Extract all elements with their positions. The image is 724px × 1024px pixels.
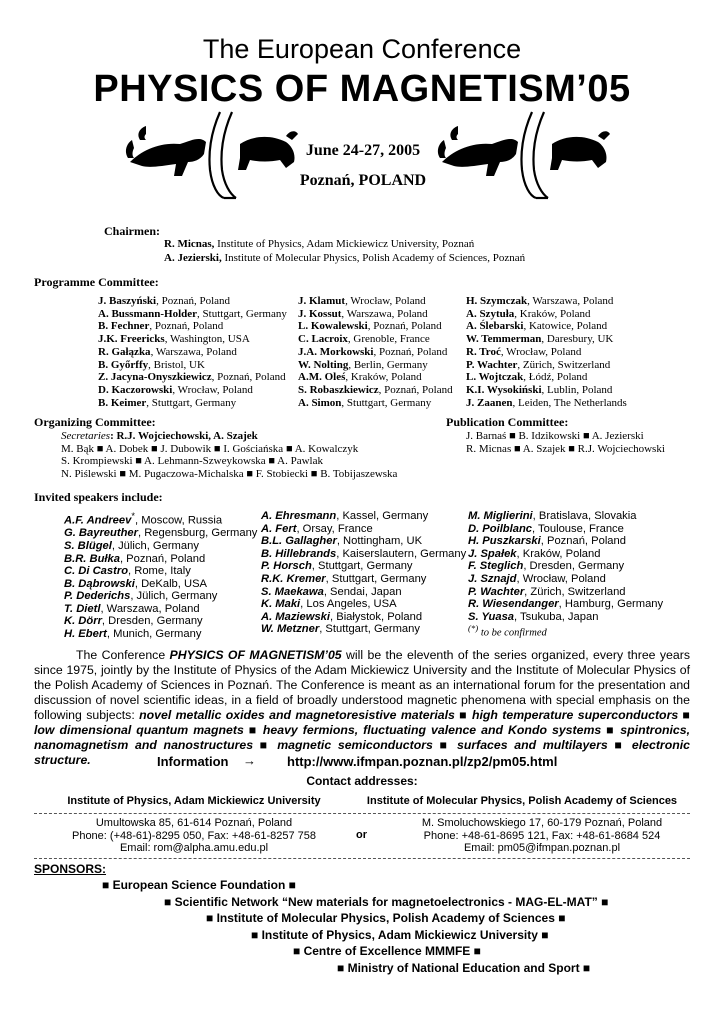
person-affiliation: , Bristol, UK <box>148 358 205 371</box>
person-name: A. Ślebarski <box>466 320 524 333</box>
person-name: W. Metzner <box>261 623 320 636</box>
person-entry <box>466 397 627 410</box>
person-entry <box>98 384 287 397</box>
organizing-committee-members <box>61 430 397 481</box>
bull-bear-logo-right <box>432 110 612 200</box>
person-name: J. Spałek <box>468 547 517 560</box>
publication-committee-label: Publication Committee: <box>446 415 569 429</box>
programme-column-2 <box>298 295 453 409</box>
person-entry <box>466 308 627 321</box>
person-name: D. Kaczorowski <box>98 383 173 396</box>
conference-line: The European Conference <box>202 34 522 64</box>
person-name: K. Dörr <box>64 615 102 628</box>
person-name: G. Bayreuther <box>64 527 138 540</box>
person-entry <box>64 553 257 566</box>
person-affiliation: , Kraków, Poland <box>345 371 422 384</box>
person-entry <box>298 320 453 333</box>
person-name: B. Fechner <box>98 320 150 333</box>
person-name: P. Dederichs <box>64 590 131 603</box>
invited-column-2 <box>261 510 466 636</box>
person-entry <box>468 598 663 611</box>
person-entry <box>466 384 627 397</box>
person-entry <box>468 548 663 561</box>
left-institute-contact <box>34 817 354 855</box>
person-name: A.M. Oleś <box>298 371 346 384</box>
person-name: Z. Jacyna-Onyszkiewicz <box>98 371 212 384</box>
person-affiliation: , Wrocław, Poland <box>172 383 253 396</box>
phone: Phone: (+48-61)-8295 050, Fax: +48-61-8257 758 <box>71 829 316 842</box>
person-name: R. Wiesendanger <box>468 598 559 611</box>
person-name: P. Horsch <box>261 560 312 573</box>
person-affiliation: , Kaiserslautern, Germany <box>336 547 467 560</box>
person-name: J. Baszyński <box>98 295 157 307</box>
person-affiliation: , Poznań, Poland <box>373 345 448 358</box>
sponsor-item: ■ Ministry of National Education and Sport ■ <box>337 961 591 975</box>
person-entry <box>98 359 287 372</box>
sponsor-item: ■ Institute of Molecular Physics, Polish Academy of Sciences ■ <box>206 911 566 926</box>
person-name: J. Zaanen <box>466 396 513 409</box>
person-entry <box>261 573 466 586</box>
organizing-line: M. Bąk ■ A. Dobek ■ J. Dubowik ■ I. Gościańska ■ A. Kowalczyk <box>61 442 359 455</box>
person-entry <box>466 346 627 359</box>
contact-addresses-label: Contact addresses: <box>306 774 418 788</box>
person-entry <box>468 523 663 536</box>
person-entry <box>64 565 257 578</box>
person-affiliation: , Poznań, Poland <box>540 535 626 548</box>
person-entry <box>466 320 627 333</box>
person-affiliation: , Munich, Germany <box>106 628 202 641</box>
left-institute-name: Institute of Physics, Adam Mickiewicz University <box>67 795 321 807</box>
person-affiliation: , Wrocław, Poland <box>500 345 582 358</box>
person-affiliation: , Stuttgart, Germany <box>311 560 413 573</box>
organizing-committee-label: Organizing Committee: <box>34 415 156 429</box>
person-affiliation: , Zürich, Switzerland <box>524 585 626 598</box>
person-affiliation: , Dresden, Germany <box>523 560 625 573</box>
person-name: R. Troć <box>466 345 501 358</box>
secretaries-line: Secretaries: R.J. Wojciechowski, A. Szajek <box>61 430 258 442</box>
email[interactable]: Email: rom@alpha.amu.edu.pl <box>119 842 269 854</box>
person-name: S. Robaszkiewicz <box>298 383 379 396</box>
person-name: A. Bussmann-Holder <box>98 307 198 320</box>
person-affiliation: , Jülich, Germany <box>130 590 218 603</box>
person-name: L. Wojtczak <box>466 371 524 384</box>
person-entry <box>98 397 287 410</box>
address: Umultowska 85, 61-614 Poznań, Poland <box>95 817 293 829</box>
person-entry <box>261 523 466 536</box>
organizing-line: N. Piślewski ■ M. Pugaczowa-Michalska ■ F. Stobiecki ■ B. Tobijaszewska <box>61 468 398 481</box>
or-label: or <box>356 829 367 841</box>
person-name: T. Dietl <box>64 602 101 615</box>
person-entry <box>98 295 287 308</box>
person-entry <box>64 603 257 616</box>
person-name: J.A. Morkowski <box>298 345 374 358</box>
person-affiliation: , Los Angeles, USA <box>300 598 397 611</box>
bull-bear-logo-left <box>120 110 300 200</box>
person-name: H. Ebert <box>64 628 107 641</box>
programme-committee-label: Programme Committee: <box>34 275 159 289</box>
person-affiliation: , Warszawa, Poland <box>527 295 614 307</box>
phone: Phone: +48-61-8695 121, Fax: +48-61-8684 524 <box>423 829 661 842</box>
person-entry <box>261 560 466 573</box>
person-name: A. Szytuła <box>466 307 515 320</box>
person-entry <box>466 371 627 384</box>
sponsors-label: SPONSORS: <box>34 862 107 876</box>
person-name: J. Sznajd <box>468 572 517 585</box>
person-affiliation: , Washington, USA <box>164 333 250 346</box>
person-affiliation: , Tsukuba, Japan <box>514 610 599 623</box>
person-affiliation: , Stuttgart, Germany <box>341 396 432 409</box>
publication-line: J. Barnaś ■ B. Idzikowski ■ A. Jezierski <box>466 430 644 442</box>
person-name: R. Gałązka <box>98 345 151 358</box>
information-label: Information <box>157 754 229 769</box>
person-entry <box>466 359 627 372</box>
divider <box>34 858 690 859</box>
person-name: J. Klamut <box>298 295 346 307</box>
person-affiliation: , Łódź, Poland <box>523 371 588 384</box>
person-entry <box>64 527 257 540</box>
person-entry <box>466 333 627 346</box>
person-affiliation: , Stuttgart, Germany <box>197 307 287 320</box>
person-affiliation: , Leiden, The Netherlands <box>512 396 627 409</box>
person-name: A. Simon <box>298 396 342 409</box>
person-name: M. Miglierini <box>468 510 533 522</box>
person-affiliation: , Warszawa, Poland <box>100 602 200 615</box>
programme-column-1 <box>98 295 287 409</box>
person-affiliation: , Lublin, Poland <box>541 383 613 396</box>
conference-title: PHYSICS OF MAGNETISM’05 <box>93 68 631 110</box>
person-entry <box>298 397 453 410</box>
person-affiliation: , Katowice, Poland <box>523 320 608 333</box>
conference-description: The Conference PHYSICS OF MAGNETISM’05 will be the eleventh of the series organized, every three years since 1975, jointly by the Institute of Physics of the Adam Mickiewicz University and the Institute of Molecular Physics of the Polish Academy of Sciences in Poznań. The Conference is meant as an international forum for the presentation and discussion of novel scientific ideas, in a field of broadly understood magnetic phenomena with special emphasis on the following subjects: novel metallic oxides and magnetoresistive materials ■ high temperature superconductors ■ low dimensional quantum magnets ■ heavy fermions, fluctuating valence and Kondo systems ■ spintronics, nanomagnetism and nanostructures ■ magnetic semiconductors ■ surfaces and multilayers ■ electronic structure. <box>34 648 690 767</box>
person-entry <box>261 598 466 611</box>
invited-speakers-label: Invited speakers include: <box>34 490 163 504</box>
person-affiliation: , Białystok, Poland <box>330 610 423 623</box>
person-affiliation: , Wrocław, Poland <box>345 295 426 307</box>
person-affiliation: , Warszawa, Poland <box>341 307 428 320</box>
right-institute-name: Institute of Molecular Physics, Polish Academy of Sciences <box>366 795 678 807</box>
person-name: B. Hillebrands <box>261 547 337 560</box>
footnote: (*) to be confirmed <box>468 623 547 639</box>
person-name: B. Dąbrowski <box>64 577 135 590</box>
person-name: S. Blügel <box>64 539 112 552</box>
person-entry <box>298 371 453 384</box>
person-name: A. Fert <box>261 522 297 535</box>
sponsor-item: ■ Scientific Network “New materials for magnetoelectronics - MAG-EL-MAT” ■ <box>164 894 609 909</box>
person-entry <box>466 295 627 308</box>
person-entry <box>468 560 663 573</box>
person-name: B. Győrffy <box>98 358 149 371</box>
person-entry <box>98 333 287 346</box>
person-affiliation: , Poznań, Poland <box>211 371 286 384</box>
person-affiliation: , Kraków, Poland <box>514 307 591 320</box>
person-entry <box>298 295 453 308</box>
person-affiliation: , Dresden, Germany <box>101 615 203 628</box>
person-entry <box>261 548 466 561</box>
person-entry <box>261 623 466 636</box>
person-entry <box>261 510 466 523</box>
person-affiliation: , Poznań, Poland <box>149 320 224 333</box>
person-name: H. Szymczak <box>466 295 528 307</box>
chairman-entry: A. Jezierski, Institute of Molecular Physics, Polish Academy of Sciences, Poznań <box>164 252 526 264</box>
person-affiliation: , Moscow, Russia <box>135 514 223 527</box>
person-entry <box>468 611 663 624</box>
person-entry <box>64 628 257 641</box>
person-name: S. Yuasa <box>468 610 515 623</box>
person-name: A. Ehresmann <box>261 510 337 522</box>
person-affiliation: , Stuttgart, Germany <box>319 623 420 636</box>
publication-line: R. Micnas ■ A. Szajek ■ R.J. Wojciechowski <box>466 442 665 455</box>
person-name: W. Temmerman <box>466 333 542 346</box>
person-affiliation: , Regensburg, Germany <box>138 527 258 540</box>
person-entry <box>261 535 466 548</box>
person-entry <box>98 346 287 359</box>
programme-column-3 <box>466 295 627 409</box>
person-affiliation: , Orsay, France <box>296 522 373 535</box>
person-name: B. Keimer <box>98 396 147 409</box>
right-institute-contact <box>384 817 700 855</box>
organizing-line: S. Krompiewski ■ A. Lehmann-Szweykowska ■ A. Pawlak <box>61 455 323 468</box>
address: M. Smoluchowskiego 17, 60-179 Poznań, Poland <box>421 817 663 829</box>
person-affiliation: , Poznań, Poland <box>367 320 442 333</box>
sponsor-item: ■ European Science Foundation ■ <box>102 878 296 892</box>
person-entry <box>64 578 257 591</box>
person-name: F. Steglich <box>468 560 524 573</box>
arrow-right-icon: → <box>243 753 256 768</box>
person-affiliation: , Nottingham, UK <box>336 535 423 548</box>
person-entry <box>98 308 287 321</box>
person-affiliation: , Stuttgart, Germany <box>325 572 427 585</box>
person-affiliation: , Poznań, Poland <box>378 383 453 396</box>
chairman-entry: R. Micnas, Institute of Physics, Adam Mickiewicz University, Poznań <box>164 238 475 250</box>
person-entry <box>64 510 257 527</box>
person-affiliation: , Sendai, Japan <box>323 585 402 598</box>
person-entry <box>468 535 663 548</box>
person-name: H. Puszkarski <box>468 535 541 548</box>
person-entry <box>298 346 453 359</box>
person-name: P. Wachter <box>468 585 525 598</box>
person-name: B.L. Gallagher <box>261 535 337 548</box>
website-link[interactable]: http://www.ifmpan.poznan.pl/zp2/pm05.html <box>287 754 558 769</box>
email[interactable]: Email: pm05@ifmpan.poznan.pl <box>463 842 621 854</box>
person-affiliation: , Wrocław, Poland <box>516 572 606 585</box>
person-affiliation: , Zürich, Switzerland <box>517 358 611 371</box>
person-affiliation: , Stuttgart, Germany <box>146 396 237 409</box>
person-entry <box>468 573 663 586</box>
person-affiliation: , Grenoble, France <box>347 333 430 346</box>
divider <box>34 813 690 814</box>
chairmen-label: Chairmen: <box>104 224 160 238</box>
chairmen-list <box>164 237 525 265</box>
person-entry <box>298 333 453 346</box>
person-name: A. Maziewski <box>261 610 331 623</box>
person-affiliation: , Berlin, Germany <box>348 358 428 371</box>
person-entry <box>64 590 257 603</box>
person-affiliation: , Jülich, Germany <box>111 539 199 552</box>
person-name: P. Wachter <box>466 358 518 371</box>
conference-dates: June 24-27, 2005 <box>305 142 421 159</box>
person-name: W. Nolting <box>298 358 349 371</box>
person-name: C. Di Castro <box>64 565 129 578</box>
person-entry <box>98 371 287 384</box>
publication-committee-members <box>466 430 665 455</box>
person-affiliation: , Toulouse, France <box>532 522 624 535</box>
person-entry <box>298 384 453 397</box>
person-entry <box>468 586 663 599</box>
person-affiliation: , Rome, Italy <box>128 565 191 578</box>
person-entry <box>98 320 287 333</box>
conference-city: Poznań, POLAND <box>299 172 427 189</box>
person-name: R.K. Kremer <box>261 572 326 585</box>
person-name: L. Kowalewski <box>298 320 368 333</box>
person-name: S. Maekawa <box>261 585 324 598</box>
person-entry <box>261 611 466 624</box>
person-name: B.R. Bułka <box>64 552 120 565</box>
person-affiliation: , Daresbury, UK <box>541 333 614 346</box>
person-name: A.F. Andreev <box>64 514 132 527</box>
person-name: K.I. Wysokiński <box>466 383 542 396</box>
person-entry <box>298 308 453 321</box>
sponsor-item: ■ Institute of Physics, Adam Mickiewicz University ■ <box>251 927 549 942</box>
person-entry <box>64 615 257 628</box>
invited-column-1 <box>64 510 257 641</box>
person-entry <box>298 359 453 372</box>
person-affiliation: , Kraków, Poland <box>516 547 601 560</box>
invited-column-3 <box>468 510 663 623</box>
person-name: J. Kossut <box>298 307 342 320</box>
person-affiliation: , Poznań, Poland <box>156 295 231 307</box>
person-name: K. Maki <box>261 598 301 611</box>
person-affiliation: , Poznań, Poland <box>119 552 206 565</box>
person-entry <box>468 510 663 523</box>
footnote-mark: * <box>131 511 135 521</box>
person-name: D. Poilblanc <box>468 522 533 535</box>
person-affiliation: , DeKalb, USA <box>134 577 208 590</box>
person-name: C. Lacroix <box>298 333 348 346</box>
person-affiliation: , Bratislava, Slovakia <box>532 510 637 522</box>
person-entry <box>64 540 257 553</box>
person-affiliation: , Warszawa, Poland <box>150 345 237 358</box>
sponsor-item: ■ Centre of Excellence MMMFE ■ <box>293 944 481 959</box>
person-affiliation: , Kassel, Germany <box>336 510 429 522</box>
person-affiliation: , Hamburg, Germany <box>558 598 664 611</box>
person-entry <box>261 586 466 599</box>
person-name: J.K. Freericks <box>98 333 165 346</box>
